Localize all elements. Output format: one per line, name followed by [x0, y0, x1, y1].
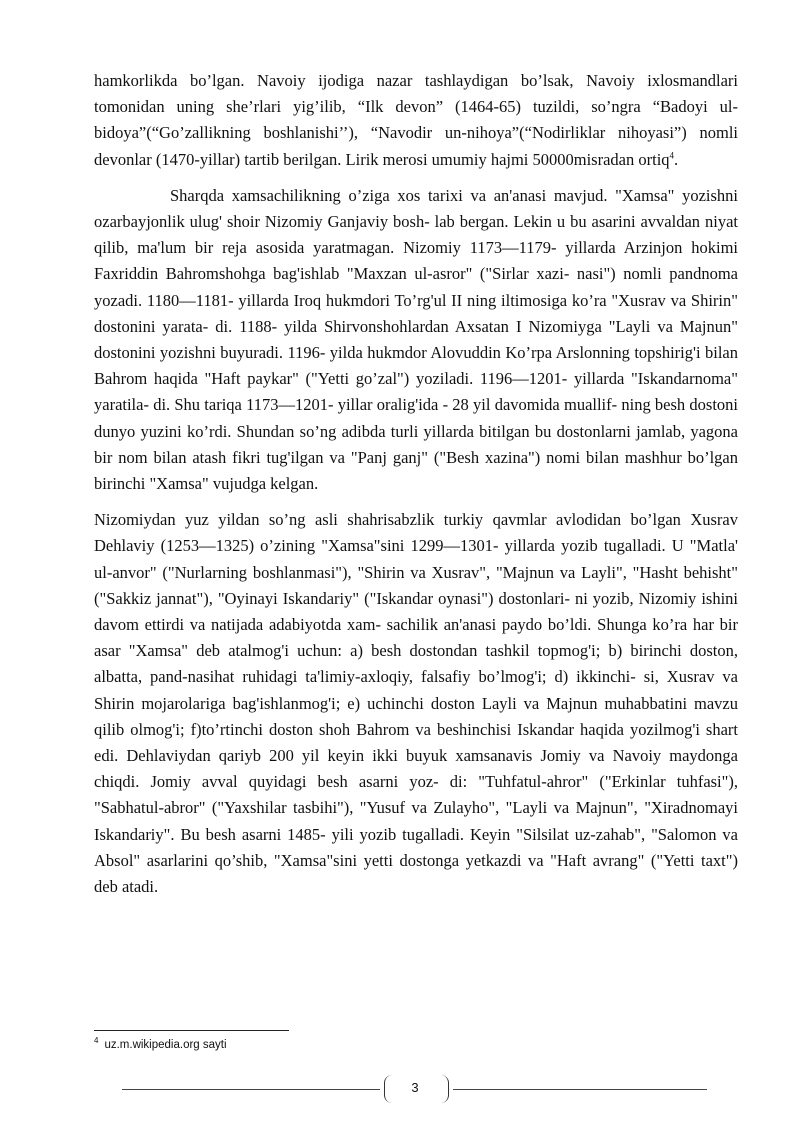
paragraph-text: hamkorlikda bo’lgan. Navoiy ijodiga nazar tashlaydigan bo’lsak, Navoiy ixlosmandlari tomonidan uning she’rlari yig’ilib, “Ilk devon” (1464-65) tuzildi, so’ngra “Badoyi ul-bidoya”(“Go’zallikning boshlanishi’’), “Navodir un-nihoya”(“Nodirliklar nihoyasi”) nomli devonlar (1470-yillar) tartib berilgan. Lirik merosi umumiy hajmi 50000misradan ortiq: [94, 71, 738, 169]
paragraph-nizomiy-xamsa: Sharqda xamsachilikning o’ziga xos tarixi va an'anasi mavjud. "Xamsa" yozishni ozarbayjonlik ulug' shoir Nizomiy Ganjaviy bosh- lab bergan. Lekin u bu asarini avvaldan niyat qilib, ma'lum bir reja asosida yaratmagan. Nizomiy 1173—1179- yillarda Arzinjon hokimi Faxriddin Bahromshohga bag'ishlab "Maxzan ul-asror" ("Sirlar xazi- nasi") nomli pandnoma yozadi. 1180—1181- yillarda Iroq hukmdori To’rg'ul II ning iltimosiga ko’ra "Xusrav va Shirin" dostonini yarata- di. 1188- yilda Shirvonshohlardan Axsatan I Nizomiyga "Layli va Majnun" dostonini yozishni buyuradi. 1196- yilda hukmdor Alovuddin Ko’rpa Arslonning topshirig'i bilan Bahrom haqida "Haft paykar" ("Yetti go’zal") yoziladi. 1196—1201- yillarda "Iskandarnoma" yaratila- di. Shu tariqa 1173—1201- yillar oralig'ida - 28 yil davomida muallif- ning besh dostoni dunyo yuzini ko’rdi. Shundan so’ng adibda turli yillarda bitilgan bu dostonlarni jamlab, yagona bir nom bilan atash fikri tug'ilgan va "Panj ganj" ("Besh xazina") nomi bilan mashhur bo’lgan birinchi "Xamsa" vujudga kelgan.: [94, 185, 738, 494]
footer-rule-left: [122, 1089, 380, 1090]
document-body: [94, 68, 738, 900]
page-number-bracket-right: [438, 1075, 449, 1103]
footer-rule-right: [453, 1089, 707, 1090]
footnote-separator: [94, 1030, 289, 1031]
paragraph-navoiy-devons: [94, 68, 738, 173]
footnote-number: 4: [94, 1036, 99, 1046]
paragraph-dehlaviy-jomiy: Nizomiydan yuz yildan so’ng asli shahrisabzlik turkiy qavmlar avlodidan bo’lgan Xusrav Dehlaviy (1253—1325) o’zining "Xamsa"sini 1299—1301- yillarda yozib tugalladi. U "Matla' ul-anvor" ("Nurlarning boshlanmasi"), "Shirin va Xusrav", "Majnun va Layli", "Hasht behisht" ("Sakkiz jannat"), "Oyinayi Iskandariy" ("Iskandar oynasi") dostonlari- ni yozib, Nizomiy ishini davom ettirdi va natijada adabiyotda xam- sachilik an'anasi paydo bo’ldi. Shunga ko’ra har bir asar "Xamsa" deb atalmog'i uchun: a) besh dostondan tashkil topmog'i; b) birinchi doston, albatta, pand-nasihat ruhidagi ta'limiy-axloqiy, falsafiy bo’lmog'i; d) ikkinchi- si, Xusrav va Shirin mojarolariga bag'ishlanmog'i; e) uchinchi doston Layli va Majnun muhabbatini mavzu qilib olmog'i; f)to’rtinchi doston shoh Bahrom va beshinchisi Iskandar haqida yozilmog'i shart edi. Dehlaviydan qariyb 200 yil keyin ikki buyuk xamsanavis Jomiy va Navoiy maydonga chiqdi. Jomiy avval quyidagi besh asarni yoz- di: "Tuhfatul-ahror" ("Erkinlar tuhfasi"), "Sabhatul-abror" ("Yaxshilar tasbihi"), "Yusuf va Zulayho", "Layli va Majnun", "Xiradnomayi Iskandariy". Bu besh asarni 1485- yili yozib tugalladi. Keyin "Silsilat uz-zahab", "Salomon va Absol" asarlarini qo’shib, "Xamsa"sini yetti dostonga yetkazdi va "Haft avrang" ("Yetti taxt") deb atadi.: [94, 510, 738, 897]
footnote-text: uz.m.wikipedia.org sayti: [104, 1039, 227, 1051]
footnote: [94, 1036, 227, 1051]
footnote-reference[interactable]: 4: [669, 150, 675, 161]
paragraph-end: .: [674, 149, 679, 169]
page-number: 3: [411, 1080, 419, 1095]
page-number-bracket-left: [384, 1075, 395, 1103]
